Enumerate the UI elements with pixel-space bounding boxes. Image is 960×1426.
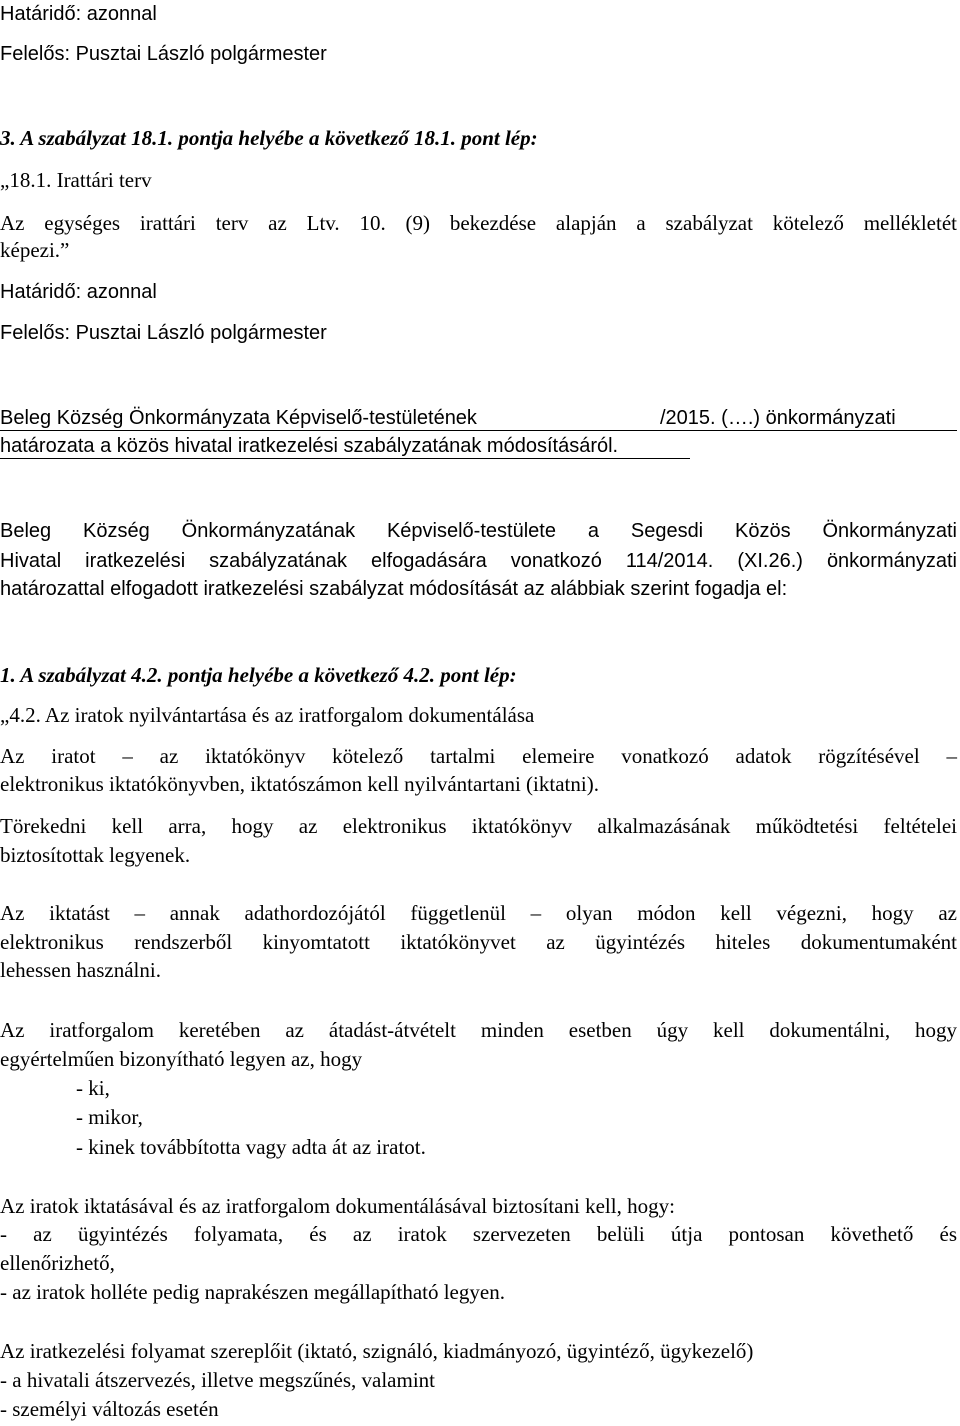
paragraph-line: Az iratok iktatásával és az iratforgalom dokumentálásával biztosítani kell, hogy: xyxy=(0,1194,675,1218)
responsible-line: Felelős: Pusztai László polgármester xyxy=(0,322,327,344)
section-heading: 1. A szabályzat 4.2. pontja helyébe a következő 4.2. pont lép: xyxy=(0,663,517,687)
resolution-title-part2: /2015. (….) önkormányzati xyxy=(660,407,896,429)
paragraph-line: képezi.” xyxy=(0,238,70,262)
paragraph-line: - az iratok holléte pedig naprakészen megállapítható legyen. xyxy=(0,1280,505,1304)
subsection-title: „4.2. Az iratok nyilvántartása és az iratforgalom dokumentálása xyxy=(0,703,535,727)
paragraph-line: lehessen használni. xyxy=(0,958,161,982)
responsible-line: Felelős: Pusztai László polgármester xyxy=(0,43,327,65)
title-underline xyxy=(0,458,690,459)
list-item: - mikor, xyxy=(76,1105,143,1129)
paragraph-line: Az egységes irattári terv az Ltv. 10. (9) bekezdése alapján a szabályzat kötelező mellékletét xyxy=(0,211,957,235)
paragraph-line: Törekedni kell arra, hogy az elektronikus iktatókönyv alkalmazásának működtetési feltételei xyxy=(0,814,957,838)
paragraph-line: Az iratot – az iktatókönyv kötelező tartalmi elemeire vonatkozó adatok rögzítésével – xyxy=(0,744,957,768)
paragraph-line: határozattal elfogadott iratkezelési szabályzat módosítását az alábbiak szerint fogadja el: xyxy=(0,578,788,600)
list-item: - ki, xyxy=(76,1076,110,1100)
paragraph-line: Beleg Község Önkormányzatának Képviselő-testülete a Segesdi Közös Önkormányzati xyxy=(0,520,957,542)
resolution-title-part1: Beleg Község Önkormányzata Képviselő-testületének xyxy=(0,407,477,429)
paragraph-line: elektronikus iktatókönyvben, iktatószámon kell nyilvántartani (iktatni). xyxy=(0,772,599,796)
deadline-line: Határidő: azonnal xyxy=(0,281,157,303)
paragraph-line: biztosítottak legyenek. xyxy=(0,843,191,867)
deadline-line: Határidő: azonnal xyxy=(0,3,157,25)
paragraph-line: Az iratforgalom keretében az átadást-átvételt minden esetben úgy kell dokumentálni, hogy xyxy=(0,1018,957,1042)
paragraph-line: egyértelműen bizonyítható legyen az, hogy xyxy=(0,1047,363,1071)
paragraph-line: ellenőrizhető, xyxy=(0,1251,115,1275)
resolution-title-part3: határozata a közös hivatal iratkezelési szabályzatának módosításáról. xyxy=(0,435,619,457)
paragraph-line: - az ügyintézés folyamata, és az iratok szervezeten belüli útja pontosan követhető és xyxy=(0,1222,957,1246)
paragraph-line: Az iratkezelési folyamat szereplőit (iktató, szignáló, kiadmányozó, ügyintéző, ügykezelő) xyxy=(0,1339,754,1363)
list-item: - kinek továbbította vagy adta át az iratot. xyxy=(76,1135,426,1159)
paragraph-line: Az iktatást – annak adathordozójától függetlenül – olyan módon kell végezni, hogy az xyxy=(0,901,957,925)
paragraph-line: „18.1. Irattári terv xyxy=(0,168,152,192)
title-underline xyxy=(0,430,957,431)
list-item: - személyi változás esetén xyxy=(0,1397,219,1421)
paragraph-line: elektronikus rendszerből kinyomtatott iktatókönyvet az ügyintézés hiteles dokumentumaként xyxy=(0,930,957,954)
paragraph-line: Hivatal iratkezelési szabályzatának elfogadására vonatkozó 114/2014. (XI.26.) önkormányzati xyxy=(0,550,957,572)
list-item: - a hivatali átszervezés, illetve megszűnés, valamint xyxy=(0,1368,435,1392)
section-heading: 3. A szabályzat 18.1. pontja helyébe a következő 18.1. pont lép: xyxy=(0,126,538,150)
